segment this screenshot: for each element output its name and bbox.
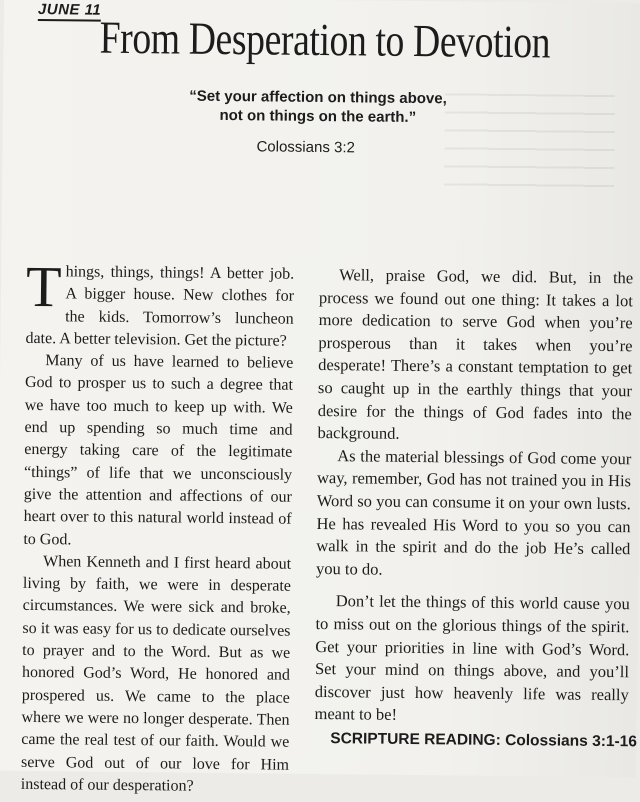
right-paragraph-1: Well, praise God, we did. But, in the process we found out one thing: It takes a lot more dedication to serve God when you’re prosperous than it takes when you’re desperate! There’s a constant temptation to get so caught up in the earthly things that your desire for the things of God fades into the background. [317, 265, 634, 443]
page-title: From Desperation to Devotion [99, 11, 551, 68]
verse-reference: Colossians 3:2 [256, 138, 355, 157]
left-paragraph-2: Many of us have learned to believe God to prosper us to such a degree that we have too much to keep up with. We end up spending so much time and energy taking care of the legitimate “things” of life that we unconsciously give the attention and affections of our heart over to this natural world instead of to God. [23, 352, 294, 548]
right-paragraph-2: As the material blessings of God come your way, remember, God has not trained you in His Word so you can consume it on your own lusts. He has revealed His Word to you so you can walk in the spirit and do the job He’s called you to do. [316, 445, 632, 579]
right-paragraph-3: Don’t let the things of this world cause you to miss out on the glorious things of the spirit. Get your priorities in line with God’s Word. Set your mind on things above, and you’ll discover just how heavenly life was really meant to be! [314, 591, 630, 725]
bleed-through-text [444, 93, 615, 195]
left-column [20, 253, 295, 799]
drop-cap: T [25, 253, 62, 320]
left-paragraph-1-text: hings, things, things! A better job. A bigger house. New clothes for the kids. Tomorrow’s luncheon date. A better television. Get the picture? [25, 263, 295, 350]
left-paragraph-1 [25, 253, 295, 353]
scripture-reading: SCRIPTURE READING: Colossians 3:1-16 [330, 730, 638, 751]
right-column [314, 264, 633, 729]
left-paragraph-3: When Kenneth and I first heard about living by faith, we were in desperate circumstances. We were sick and broke, so it was easy for us to dedicate ourselves to prayer and to the Word. But as we honored God’s Word, He honored and prospered us. We came to the place where we were no longer desperate. Then came the real test of our faith. Would we serve God out of our love for Him instead of our desperation? [20, 552, 292, 795]
verse-line-1: “Set your affection on things above, [189, 87, 447, 108]
date-label: JUNE 11 [38, 1, 101, 22]
verse-quote [173, 86, 463, 127]
verse-line-2: not on things on the earth.” [219, 106, 417, 126]
